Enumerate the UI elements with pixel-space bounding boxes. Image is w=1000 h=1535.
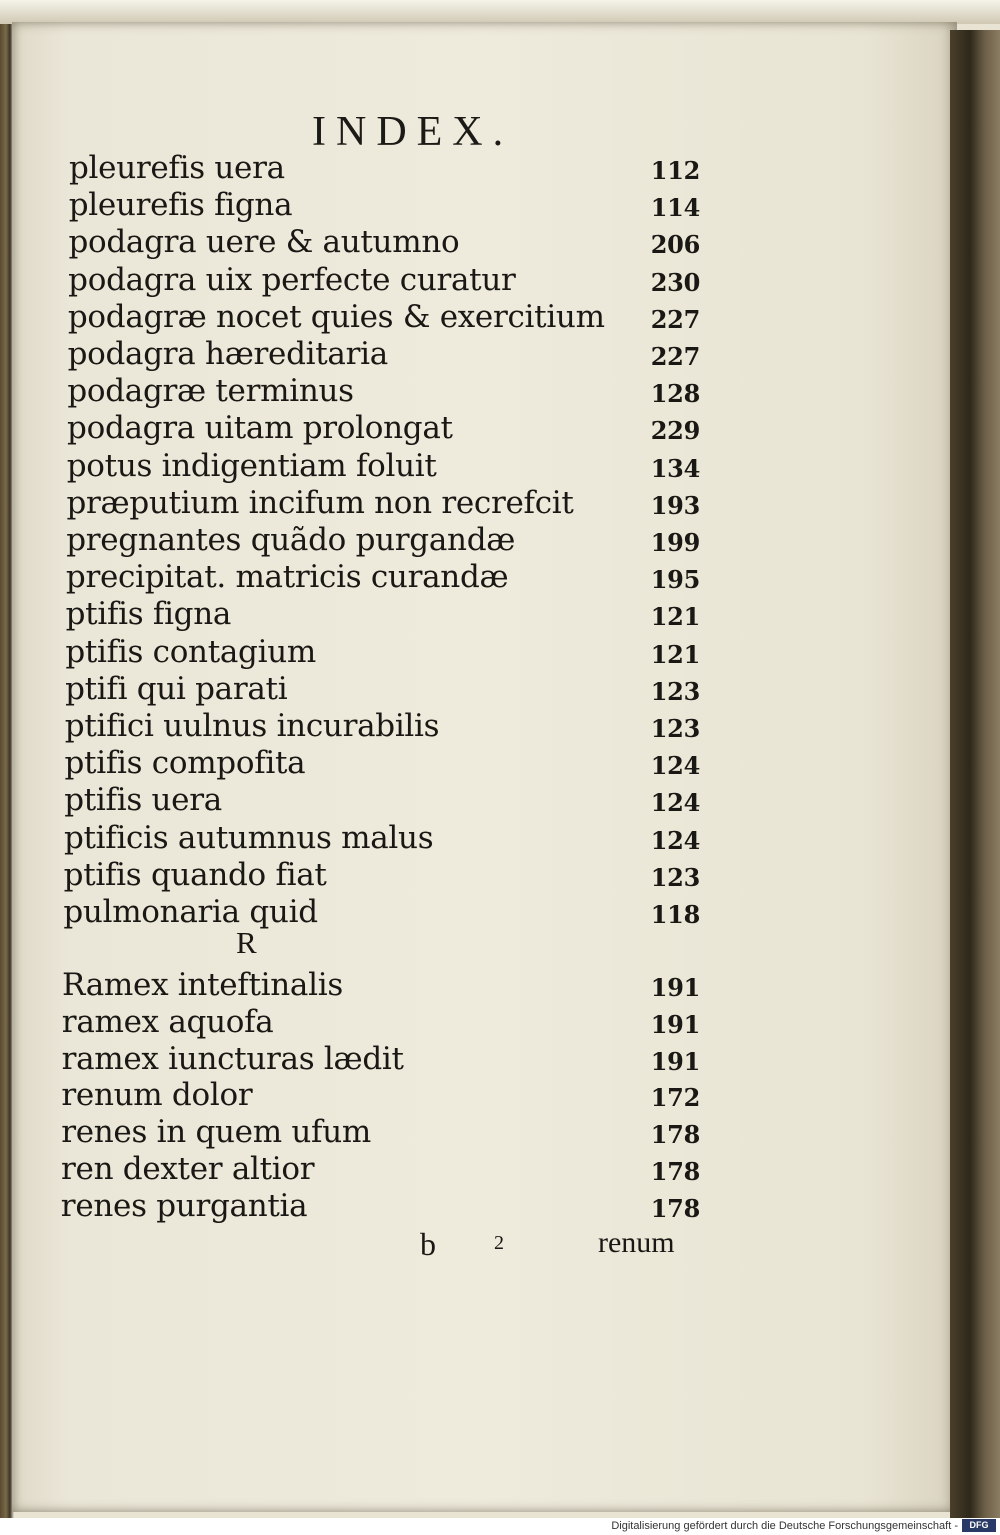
index-term: pulmonaria quid xyxy=(63,894,318,930)
book-spine-edge xyxy=(950,30,1000,1518)
index-page-number: 112 xyxy=(650,156,700,185)
index-entry xyxy=(64,857,764,895)
index-page-number: 191 xyxy=(650,1046,700,1076)
index-term: renes in quem ufum xyxy=(61,1114,371,1151)
digitization-credit: Digitalisierung gefördert durch die Deutsche Forschungsgemeinschaft - xyxy=(611,1520,958,1532)
index-entry xyxy=(69,187,769,225)
index-page-number: 191 xyxy=(650,1009,700,1039)
index-page-number: 123 xyxy=(650,676,700,706)
index-entry xyxy=(62,1004,762,1042)
index-term: precipitat. matricis curandæ xyxy=(65,559,509,596)
index-entry xyxy=(61,1077,761,1115)
index-entry xyxy=(67,373,767,411)
index-entry xyxy=(66,596,766,634)
index-entry xyxy=(68,224,768,262)
index-entry xyxy=(65,634,765,672)
index-page-number: 121 xyxy=(650,602,700,632)
index-term: ptificis autumnus malus xyxy=(63,819,434,856)
index-page-number: 114 xyxy=(650,193,700,223)
signature-mark: b xyxy=(420,1226,436,1262)
index-term: ramex aquofa xyxy=(61,1003,274,1040)
index-entry xyxy=(66,522,766,560)
index-entry xyxy=(63,894,763,932)
index-term: renum dolor xyxy=(61,1077,253,1114)
index-term: ptifis uera xyxy=(64,782,222,819)
index-page-number: 230 xyxy=(650,267,700,297)
index-page-number: 227 xyxy=(650,342,700,371)
index-page-number: 128 xyxy=(650,379,700,409)
index-page-number: 121 xyxy=(650,639,700,669)
index-term: ren dexter altior xyxy=(61,1151,315,1187)
index-page-number: 229 xyxy=(650,416,700,446)
catchword: renum xyxy=(598,1226,675,1259)
index-page-number: 124 xyxy=(650,751,700,781)
index-term: pleurefis figna xyxy=(68,187,293,224)
index-term: ptifis quando fiat xyxy=(63,856,327,893)
index-entry xyxy=(65,671,765,709)
index-term: ptifi qui parati xyxy=(65,670,288,707)
page-top-edge xyxy=(0,0,1000,24)
index-term: renes purgantia xyxy=(60,1187,308,1224)
index-term: pleurefis uera xyxy=(69,150,285,186)
index-entry xyxy=(69,150,769,188)
index-page-number: 178 xyxy=(650,1157,700,1186)
index-page-number: 206 xyxy=(650,230,700,260)
index-entry xyxy=(64,820,764,858)
index-term: pregnantes quãdo purgandæ xyxy=(66,522,516,558)
index-entry xyxy=(66,559,766,597)
index-page-number: 123 xyxy=(650,714,700,743)
index-entry xyxy=(66,485,766,523)
index-entry xyxy=(67,410,767,448)
index-term: podagra uix perfecte curatur xyxy=(68,261,516,298)
index-term: podagræ nocet quies & exercitium xyxy=(67,298,605,335)
index-entry xyxy=(61,1114,761,1152)
index-term: præputium incifum non recrefcit xyxy=(66,484,574,521)
index-term: podagra uitam prolongat xyxy=(67,410,453,447)
index-page-number: 195 xyxy=(650,565,700,595)
page-heading: INDEX. xyxy=(312,109,514,155)
dfg-logo: DFG xyxy=(962,1519,996,1532)
index-page-number: 124 xyxy=(650,788,700,818)
index-page-number: 124 xyxy=(650,825,700,855)
index-page-number: 178 xyxy=(650,1193,700,1223)
index-page-number: 172 xyxy=(650,1083,700,1113)
index-entry xyxy=(65,745,765,783)
index-entry xyxy=(67,448,767,486)
index-entry xyxy=(68,299,768,337)
index-entry xyxy=(61,1151,761,1189)
index-entry xyxy=(68,336,768,374)
index-page-number: 199 xyxy=(650,528,700,557)
index-page-number: 118 xyxy=(650,900,700,929)
index-page-number: 193 xyxy=(650,490,700,520)
index-page-number: 227 xyxy=(650,304,700,334)
index-page-number: 178 xyxy=(650,1120,700,1150)
index-term: podagræ terminus xyxy=(67,373,354,410)
index-entry xyxy=(62,1041,762,1079)
index-term: ptifici uulnus incurabilis xyxy=(64,708,440,744)
index-entry xyxy=(62,967,762,1005)
index-entry xyxy=(65,708,765,746)
index-term: ramex iuncturas lædit xyxy=(61,1040,404,1077)
section-letter: R xyxy=(236,925,257,960)
index-entry xyxy=(64,782,764,820)
index-term: podagra hæreditaria xyxy=(67,336,388,372)
index-page-number: 134 xyxy=(650,453,700,483)
index-entry xyxy=(61,1188,761,1226)
signature-number: 2 xyxy=(494,1232,504,1254)
index-term: podagra uere & autumno xyxy=(68,224,460,261)
index-page-number: 123 xyxy=(650,862,700,892)
index-entry xyxy=(68,262,768,300)
index-term: ptifis compofita xyxy=(64,745,306,782)
index-term: Ramex inteftinalis xyxy=(62,967,343,1003)
index-term: ptifis contagium xyxy=(65,633,316,670)
index-term: potus indigentiam foluit xyxy=(66,447,437,484)
index-term: ptifis figna xyxy=(65,596,232,633)
index-page-number: 191 xyxy=(650,973,700,1002)
